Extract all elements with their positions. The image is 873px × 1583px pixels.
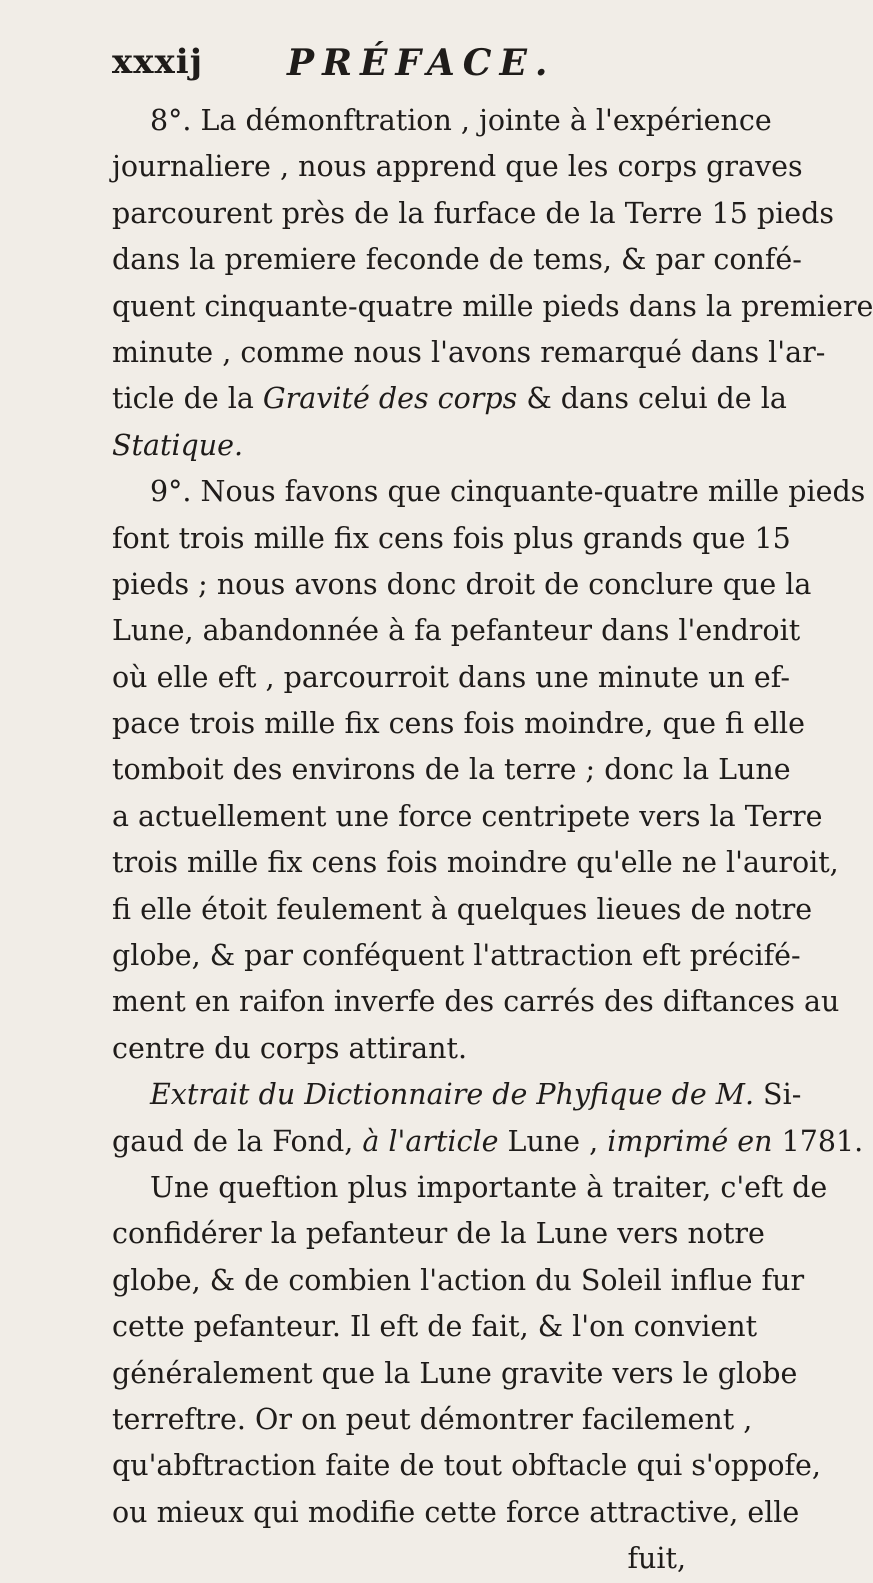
text-line: ment en raifon inverfe des carrés des diftances au	[112, 985, 840, 1019]
text-segment: gaud de la Fond,	[112, 1124, 363, 1158]
text-line: tomboit des environs de la terre ; donc la Lune	[112, 753, 791, 787]
text-segment: ticle de la	[112, 382, 263, 416]
text-line: pieds ; nous avons donc droit de conclure que la	[112, 567, 812, 601]
text-line: parcourent près de la furface de la Terre 15 pieds	[112, 196, 834, 230]
text-line: globe, & de combien l'action du Soleil influe fur	[112, 1263, 805, 1297]
text-line: ou mieux qui modifie cette force attractive, elle	[112, 1495, 800, 1529]
text-line: Une queftion plus importante à traiter, c'eft de	[150, 1170, 828, 1204]
text-line: qu'abftraction faite de tout obftacle qui s'oppofe,	[112, 1449, 821, 1483]
running-head: PRÉFACE.	[287, 42, 556, 84]
text-line	[112, 423, 692, 469]
page-number: xxxij	[112, 42, 204, 82]
text-line: minute , comme nous l'avons remarqué dans l'ar-	[112, 335, 826, 369]
text-segment: 1781.	[772, 1124, 864, 1158]
text-line: terreftre. Or on peut démontrer facilement ,	[112, 1402, 753, 1436]
text-line: centre du corps attirant.	[112, 1031, 468, 1065]
extract-citation: Extrait du Dictionnaire de Phyfique de M.	[150, 1078, 754, 1112]
text-segment: Lune ,	[498, 1124, 608, 1158]
text-line: trois mille fix cens fois moindre qu'elle ne l'auroit,	[112, 846, 839, 880]
body-text	[112, 98, 873, 1583]
text-line	[112, 1119, 864, 1165]
text-line: 8°. La démonftration , jointe à l'expérience	[150, 104, 772, 137]
text-line: pace trois mille fix cens fois moindre, que fi elle	[112, 707, 806, 741]
text-line: Lune, abandonnée à fa pefanteur dans l'endroit	[112, 614, 801, 648]
italic-text: imprimé en	[607, 1124, 773, 1158]
catchword: fuit,	[627, 1542, 686, 1576]
text-line: cette pefanteur. Il eft de fait, & l'on convient	[112, 1310, 758, 1344]
text-line: a actuellement une force centripete vers la Terre	[112, 799, 823, 833]
text-line: globe, & par conféquent l'attraction eft précifé-	[112, 939, 801, 973]
italic-title: Statique.	[112, 428, 244, 462]
text-line: journaliere , nous apprend que les corps graves	[112, 150, 803, 184]
text-line: 9°. Nous favons que cinquante-quatre mille pieds	[150, 475, 866, 509]
text-line	[112, 1072, 802, 1118]
text-line: fi elle étoit feulement à quelques lieues de notre	[112, 892, 813, 926]
page-header	[112, 42, 712, 92]
text-line: confidérer la pefanteur de la Lune vers notre	[112, 1217, 765, 1251]
text-line: dans la premiere feconde de tems, & par confé-	[112, 243, 802, 277]
text-line	[112, 376, 787, 422]
text-line: font trois mille fix cens fois plus grands que 15	[112, 521, 791, 555]
italic-text: à l'article	[362, 1124, 499, 1158]
italic-title: Gravité des corps	[262, 382, 518, 416]
text-segment: & dans celui de la	[517, 382, 787, 416]
text-line: généralement que la Lune gravite vers le globe	[112, 1356, 798, 1390]
text-line: quent cinquante-quatre mille pieds dans la premiere	[112, 289, 873, 323]
text-segment: Si-	[754, 1078, 802, 1112]
text-line: où elle eft , parcourroit dans une minute un ef-	[112, 660, 790, 694]
